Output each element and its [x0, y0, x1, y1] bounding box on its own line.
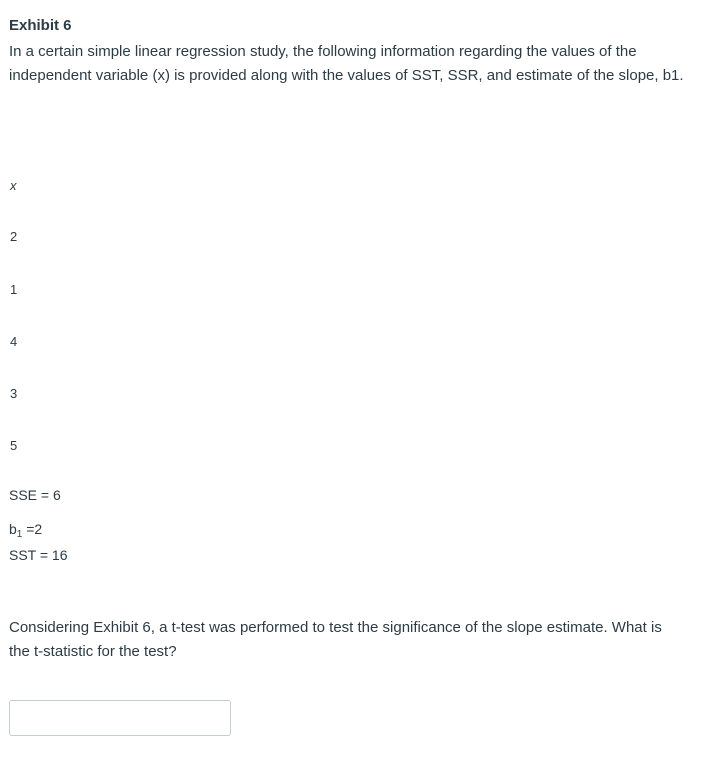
sse-value: SSE = 6 [9, 487, 61, 503]
x-value: 2 [10, 229, 18, 244]
b1-number: =2 [22, 521, 43, 537]
b1-subscript: 1 [16, 529, 23, 540]
x-value: 1 [10, 282, 18, 297]
intro-text-line-1: In a certain simple linear regression study, the following information regarding the values of the [9, 43, 637, 60]
answer-input[interactable] [9, 700, 231, 736]
exhibit-title: Exhibit 6 [9, 17, 72, 34]
x-value: 4 [10, 334, 18, 349]
x-column-header: x [10, 178, 17, 193]
b1-symbol: b [9, 521, 17, 537]
question-text-line-1: Considering Exhibit 6, a t-test was performed to test the significance of the slope estimate. What is [9, 619, 662, 636]
intro-text-line-2: independent variable (x) is provided along with the values of SST, SSR, and estimate of the slope, b1. [9, 67, 684, 84]
x-value: 5 [10, 438, 18, 453]
b1-value [9, 521, 43, 540]
question-text-line-2: the t-statistic for the test? [9, 643, 177, 660]
x-value: 3 [10, 386, 18, 401]
sst-value: SST = 16 [9, 547, 68, 563]
